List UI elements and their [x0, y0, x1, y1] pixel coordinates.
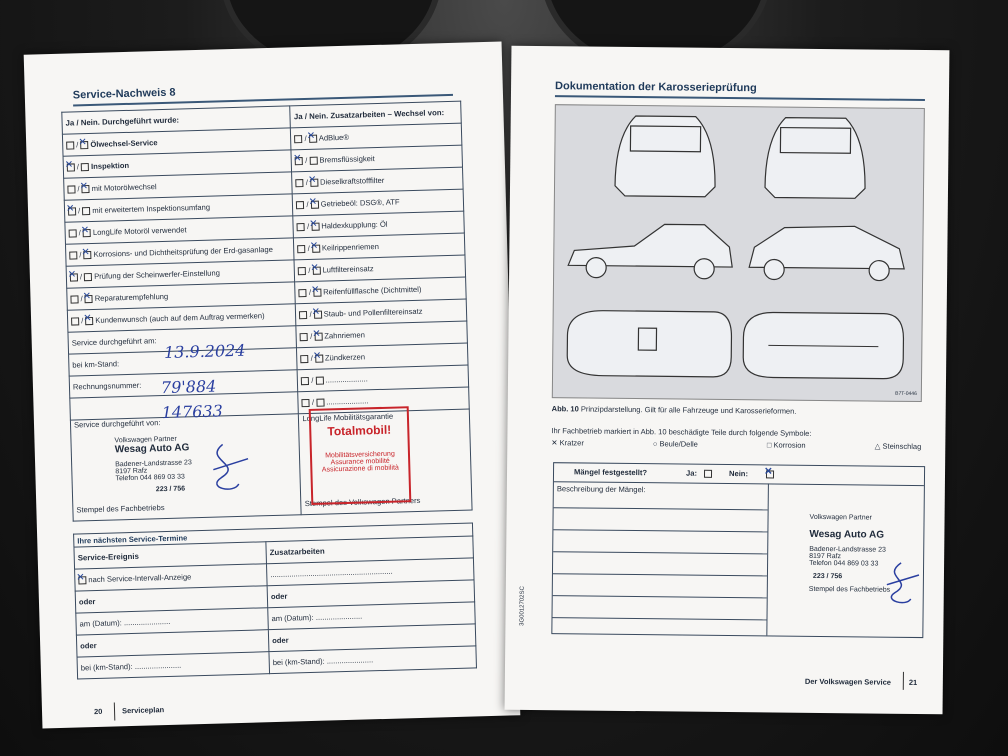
right-item-label: Luftfiltereinsatz	[322, 264, 374, 275]
left-item-3-nein-checkbox[interactable]	[82, 207, 90, 215]
next-col2: Zusatzarbeiten	[266, 536, 474, 564]
left-item-7-ja-checkbox[interactable]	[70, 295, 78, 303]
right-cell: / ✕Zahnriemen	[296, 321, 467, 348]
next-right-label: oder	[272, 635, 289, 646]
left-cell: / ✕Korrosions- und Dichtheitsprüfung der Erd-gasanlage	[65, 238, 294, 266]
right-item-6-nein-checkbox[interactable]	[312, 267, 320, 275]
stamp-line2: Assurance mobilité	[330, 457, 390, 467]
left-item-label: Prüfung der Scheinwerfer-Einstellung	[94, 268, 221, 281]
footer-title: Serviceplan	[121, 705, 165, 716]
car-diagram	[552, 104, 925, 402]
left-item-6-ja-checkbox[interactable]	[70, 273, 78, 281]
left-cell: ✕/ Inspektion	[63, 150, 292, 178]
right-cell: / ✕Keilrippenriemen	[294, 233, 465, 260]
dealer-stamp	[114, 435, 192, 494]
page-title: Service-Nachweis 8	[72, 86, 176, 102]
next-left-label: am (Datum): ......................	[79, 616, 171, 629]
col-right-header: Ja / Nein. Zusatzarbeiten – Wechsel von:	[290, 101, 461, 128]
left-item-label: LongLife Motoröl verwendet	[92, 225, 187, 237]
right-item-4-nein-checkbox[interactable]	[311, 223, 319, 231]
symbol-scratch: ✕ Kratzer	[551, 438, 584, 448]
right-item-5-nein-checkbox[interactable]	[312, 245, 320, 253]
desc-line-1	[554, 507, 768, 510]
left-item-4-nein-checkbox[interactable]	[83, 229, 91, 237]
stamp-title: Totalmobil!	[327, 422, 392, 439]
page-number: 20	[93, 706, 103, 717]
next-left-label: bei (km-Stand): ......................	[80, 660, 182, 673]
right-cell: / ....................	[298, 365, 469, 392]
right-item-5-ja-checkbox[interactable]	[298, 245, 306, 253]
next-right-label: am (Datum): ......................	[271, 611, 363, 624]
doc-code: 3G0012702SC	[519, 586, 526, 626]
dealer-phone: Telefon 044 869 03 33	[115, 473, 185, 483]
stamp-label: Stempel des Fachbetriebs	[808, 585, 891, 594]
ja-label: Ja:	[685, 468, 698, 478]
service-date-label: Service durchgeführt am:	[71, 336, 157, 348]
left-item-label: Reparaturempfehlung	[94, 291, 169, 303]
left-cell: / ✕LongLife Motoröl verwendet	[65, 216, 294, 244]
right-item-label: Haldexkupplung: Öl	[321, 219, 388, 231]
stamp-vw-label: Stempel des Volkswagen Partners	[304, 495, 421, 509]
dealer-city: 8197 Rafz	[809, 552, 842, 561]
left-item-8-ja-checkbox[interactable]	[71, 317, 79, 325]
next-right-label: oder	[270, 591, 288, 602]
left-cell: ✕/ Prüfung der Scheinwerfer-Einstellung	[66, 260, 295, 288]
defects-box	[551, 462, 925, 638]
title-rule	[555, 95, 925, 101]
totalmobil-stamp	[309, 406, 412, 505]
right-cell: / ✕Getriebeöl: DSG®, ATF	[293, 189, 464, 216]
right-item-12-nein-checkbox[interactable]	[316, 399, 324, 407]
right-item-0-ja-checkbox[interactable]	[295, 135, 303, 143]
next-left-label: oder	[78, 597, 96, 607]
left-cell: ✕/ mit erweitertem Inspektionsumfang	[64, 194, 293, 222]
right-item-12-ja-checkbox[interactable]	[302, 399, 310, 407]
left-item-0-ja-checkbox[interactable]	[66, 141, 74, 149]
left-item-7-nein-checkbox[interactable]	[85, 295, 93, 303]
right-item-label: Zündkerzen	[324, 352, 366, 363]
col-left-header: Ja / Nein. Durchgeführt wurde:	[62, 106, 291, 134]
right-item-7-ja-checkbox[interactable]	[299, 289, 307, 297]
left-item-5-ja-checkbox[interactable]	[69, 251, 77, 259]
diagram-code: B7T-0446	[895, 390, 917, 397]
right-cell: ✕/ Bremsflüssigkeit	[291, 145, 462, 172]
car-drawings	[553, 105, 924, 401]
next-left-label: oder	[80, 640, 97, 651]
left-item-0-nein-checkbox[interactable]	[80, 141, 88, 149]
right-item-2-nein-checkbox[interactable]	[310, 179, 318, 187]
next-col1: Service-Ereignis	[74, 542, 267, 569]
right-item-1-nein-checkbox[interactable]	[309, 157, 317, 165]
service-date-handwritten: 13.9.2024	[163, 340, 246, 362]
caption-text: Prinzipdarstellung. Gilt für alle Fahrzeuge und Karosserieformen.	[580, 404, 797, 416]
right-item-11-nein-checkbox[interactable]	[315, 377, 323, 385]
next-right	[269, 646, 477, 674]
dealer-street: Badener-Landstrasse 23	[809, 545, 886, 554]
dealer-city: 8197 Rafz	[115, 467, 148, 476]
right-item-label: ....................	[325, 374, 368, 385]
page-number: 21	[908, 677, 918, 688]
symbol-legend	[551, 438, 921, 451]
left-cell: / ✕Reparaturempfehlung	[67, 282, 296, 310]
desc-line-3	[553, 551, 767, 554]
symbol-stonechip: △ Steinschlag	[874, 441, 922, 452]
partner-by-label: LongLife Mobilitätsgarantie	[302, 411, 394, 424]
right-item-label: Staub- und Pollenfiltereinsatz	[323, 306, 423, 319]
page-title: Dokumentation der Karosserieprüfung	[555, 80, 757, 95]
right-item-3-ja-checkbox[interactable]	[296, 201, 304, 209]
mark-intro: Ihr Fachbetrieb markiert in Abb. 10 beschädigte Teile durch folgende Symbole:	[551, 426, 812, 438]
right-item-1-ja-checkbox[interactable]	[295, 157, 303, 165]
next-left-label: nach Service-Intervall-Anzeige	[88, 572, 192, 585]
km-label: bei km-Stand:	[72, 359, 120, 370]
left-item-2-nein-checkbox[interactable]	[82, 185, 90, 193]
right-item-label: Keilrippenriemen	[321, 241, 379, 253]
right-cell: / ✕Zündkerzen	[297, 343, 468, 370]
stamp-dealer-label: Stempel des Fachbetriebs	[76, 503, 165, 515]
dealer-name: Wesag Auto AG	[809, 528, 885, 541]
dealer-vw-partner: Volkswagen Partner	[809, 513, 872, 522]
dealer-phone: Telefon 044 869 03 33	[809, 559, 879, 568]
stamp-line3: Assicurazione di mobilità	[321, 464, 399, 474]
nein-checkbox[interactable]	[766, 470, 774, 478]
desc-line-6	[552, 617, 766, 620]
right-item-0-nein-checkbox[interactable]	[309, 135, 317, 143]
left-item-1-ja-checkbox[interactable]	[67, 163, 75, 171]
figure-caption	[552, 404, 797, 416]
interval-checkbox[interactable]	[78, 576, 86, 584]
right-item-3-nein-checkbox[interactable]	[311, 201, 319, 209]
symbol-corrosion: □ Korrosion	[766, 440, 806, 450]
left-cell: / ✕Kundenwunsch (auch auf dem Auftrag vermerken)	[67, 304, 296, 332]
right-item-label: Bremsflüssigkeit	[319, 154, 375, 165]
dealer-code: 223 / 756	[155, 485, 186, 494]
service-log-page	[24, 41, 521, 728]
symbol-dent: ○ Beule/Delle	[652, 439, 698, 449]
right-item-11-ja-checkbox[interactable]	[301, 377, 309, 385]
desc-line-4	[553, 573, 767, 576]
desc-line-2	[553, 529, 767, 532]
defects-question: Mängel festgestellt?	[573, 467, 648, 478]
dealer-street: Badener-Landstrasse 23	[115, 459, 192, 469]
invoice-label: Rechnungsnummer:	[72, 380, 142, 392]
right-item-6-ja-checkbox[interactable]	[298, 267, 306, 275]
right-cell: / ✕Staub- und Pollenfiltereinsatz	[296, 299, 467, 326]
right-item-9-nein-checkbox[interactable]	[314, 333, 322, 341]
left-item-label: mit erweitertem Inspektionsumfang	[92, 202, 211, 215]
left-item-2-ja-checkbox[interactable]	[67, 185, 75, 193]
right-item-label: Dieselkraftstofffilter	[319, 175, 385, 187]
desc-label: Beschreibung der Mängel:	[556, 484, 646, 495]
next-service-table	[73, 522, 477, 679]
footer-divider	[903, 672, 904, 690]
right-cell: / ✕Haldexkupplung: Öl	[293, 211, 464, 238]
right-item-label: ....................	[326, 396, 369, 407]
desc-line-5	[553, 595, 767, 598]
left-item-label: Inspektion	[90, 160, 130, 171]
stamp-line1: Mobilitätsversicherung	[325, 450, 395, 460]
footer-divider	[114, 703, 116, 721]
left-item-label: Ölwechsel-Service	[90, 138, 158, 149]
right-item-8-nein-checkbox[interactable]	[314, 311, 322, 319]
right-item-9-ja-checkbox[interactable]	[300, 333, 308, 341]
left-cell: / ✕Ölwechsel-Service	[62, 128, 291, 156]
km-handwritten: 79'884	[160, 376, 217, 398]
right-cell: / ✕Reifenfüllflasche (Dichtmittel)	[295, 277, 466, 304]
dealer-vw-partner: Volkswagen Partner	[114, 435, 177, 445]
right-item-8-ja-checkbox[interactable]	[299, 311, 307, 319]
next-header: Ihre nächsten Service-Termine	[74, 523, 473, 547]
right-cell: / ✕Luftfiltereinsatz	[294, 255, 465, 282]
dealer-name: Wesag Auto AG	[114, 442, 190, 456]
caption-number: Abb. 10	[551, 404, 579, 414]
right-item-7-nein-checkbox[interactable]	[313, 289, 321, 297]
dealer-code: 223 / 756	[812, 572, 843, 581]
left-item-5-nein-checkbox[interactable]	[83, 251, 91, 259]
right-item-2-ja-checkbox[interactable]	[296, 179, 304, 187]
nein-label: Nein:	[728, 469, 749, 479]
defects-description	[552, 481, 769, 635]
right-item-10-nein-checkbox[interactable]	[315, 355, 323, 363]
next-right-label: ..........................................................	[270, 566, 393, 580]
right-cell: / ✕AdBlue®	[291, 123, 462, 150]
left-item-8-nein-checkbox[interactable]	[85, 317, 93, 325]
right-item-10-ja-checkbox[interactable]	[301, 355, 309, 363]
next-right-label: bei (km-Stand): ......................	[272, 655, 374, 668]
invoice-handwritten: 147633	[161, 401, 224, 423]
left-item-4-ja-checkbox[interactable]	[69, 229, 77, 237]
left-item-1-nein-checkbox[interactable]	[81, 163, 89, 171]
left-item-label: Korrosions- und Dichtheitsprüfung der Erd-gasanlage	[93, 244, 273, 259]
right-item-label: Reifenfüllflasche (Dichtmittel)	[323, 284, 422, 297]
signature-left	[193, 439, 255, 501]
left-cell: / ✕mit Motorölwechsel	[64, 172, 293, 200]
right-cell: / ....................	[298, 387, 469, 414]
service-by-label: Service durchgeführt von:	[73, 418, 161, 430]
signature-right	[873, 559, 924, 610]
next-left	[77, 652, 270, 679]
right-item-label: Getriebeöl: DSG®, ATF	[320, 197, 400, 209]
right-item-label: AdBlue®	[318, 132, 350, 143]
right-item-label: Zahnriemen	[324, 330, 365, 341]
right-cell: / ✕Dieselkraftstofffilter	[292, 167, 463, 194]
left-item-3-ja-checkbox[interactable]	[68, 207, 76, 215]
left-item-label: mit Motorölwechsel	[91, 182, 157, 193]
ja-checkbox[interactable]	[704, 470, 712, 478]
body-inspection-page	[505, 46, 950, 715]
left-item-6-nein-checkbox[interactable]	[84, 273, 92, 281]
footer-title: Der Volkswagen Service	[804, 676, 892, 687]
left-item-label: Kundenwunsch (auch auf dem Auftrag vermerken)	[95, 311, 265, 325]
right-item-4-ja-checkbox[interactable]	[297, 223, 305, 231]
